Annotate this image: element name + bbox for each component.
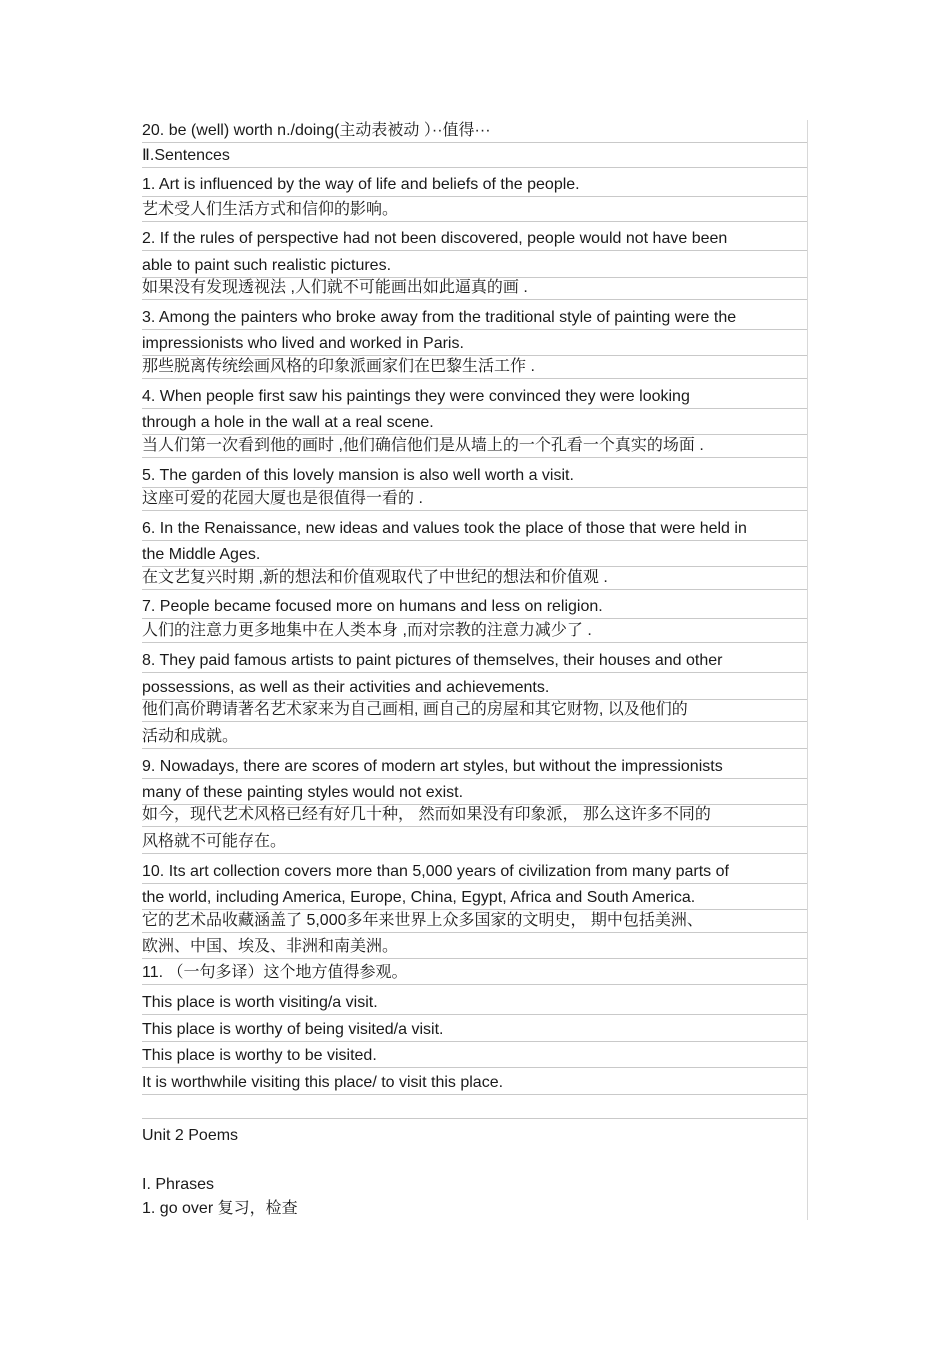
text-line: 3. Among the painters who broke away from the traditional style of painting were the [142,307,807,330]
text-line: impressionists who lived and worked in Paris. [142,333,807,356]
text-line: 1. Art is influenced by the way of life and beliefs of the people. [142,174,807,197]
text-line: 他们高价聘请著名艺术家来为自己画相, 画自己的房屋和其它财物, 以及他们的 [142,699,807,722]
text-line: 1. go over 复习，检查 [142,1200,298,1217]
text-line: 如果没有发现透视法 ,人们就不可能画出如此逼真的画 . [142,277,807,300]
text-line: 人们的注意力更多地集中在人类本身 ,而对宗教的注意力减少了 . [142,620,807,643]
text-line: 如今，现代艺术风格已经有好几十种， 然而如果没有印象派， 那么这许多不同的 [142,804,807,827]
unit-heading: Unit 2 Poems [142,1127,239,1144]
text-line: This place is worthy to be visited. [142,1045,807,1068]
text-line: 在文艺复兴时期 ,新的想法和价值观取代了中世纪的想法和价值观 . [142,567,807,590]
text-line: 8. They paid famous artists to paint pictures of themselves, their houses and other [142,650,807,673]
blank-line [142,1096,807,1119]
text-line: It is worthwhile visiting this place/ to visit this place. [142,1072,807,1095]
text-line: possessions, as well as their activities and achievements. [142,677,807,700]
text-line: 11. （一句多译）这个地方值得参观。 [142,962,807,985]
text-line: 5. The garden of this lovely mansion is also well worth a visit. [142,465,807,488]
text-line: 4. When people first saw his paintings they were convinced they were looking [142,386,807,409]
text-line: 活动和成就。 [142,726,807,749]
text-line: This place is worth visiting/a visit. [142,992,807,1015]
text-line: the Middle Ages. [142,544,807,567]
text-line: able to paint such realistic pictures. [142,255,807,278]
text-line: through a hole in the wall at a real scene. [142,412,807,435]
text-line: 10. Its art collection covers more than 5,000 years of civilization from many parts of [142,861,807,884]
blank-line [142,1150,807,1172]
text-line: 20. be (well) worth n./doing(主动表被动 ）··值得··· [142,120,807,143]
text-line: 它的艺术品收藏涵盖了 5,000多年来世界上众多国家的文明史， 期中包括美洲、 [142,910,807,933]
text-line: This place is worthy of being visited/a visit. [142,1019,807,1042]
text-line: 艺术受人们生活方式和信仰的影响。 [142,199,807,222]
document-page [142,120,808,1220]
text-line: the world, including America, Europe, China, Egypt, Africa and South America. [142,887,807,910]
text-line: 欧洲、中国、埃及、非洲和南美洲。 [142,936,807,959]
text-line: 风格就不可能存在。 [142,831,807,854]
text-line: 当人们第一次看到他的画时 ,他们确信他们是从墙上的一个孔看一个真实的场面 . [142,435,807,458]
text-line: 6. In the Renaissance, new ideas and values took the place of those that were held in [142,518,807,541]
text-line: 7. People became focused more on humans and less on religion. [142,596,807,619]
text-line: 2. If the rules of perspective had not been discovered, people would not have been [142,228,807,251]
text-line: 9. Nowadays, there are scores of modern art styles, but without the impressionists [142,756,807,779]
text-line: many of these painting styles would not exist. [142,782,807,805]
text-line: 那些脱离传统绘画风格的印象派画家们在巴黎生活工作 . [142,356,807,379]
section-heading: I. Phrases [142,1176,215,1193]
text-line: 这座可爱的花园大厦也是很值得一看的 . [142,488,807,511]
section-heading: Ⅱ.Sentences [142,145,807,168]
